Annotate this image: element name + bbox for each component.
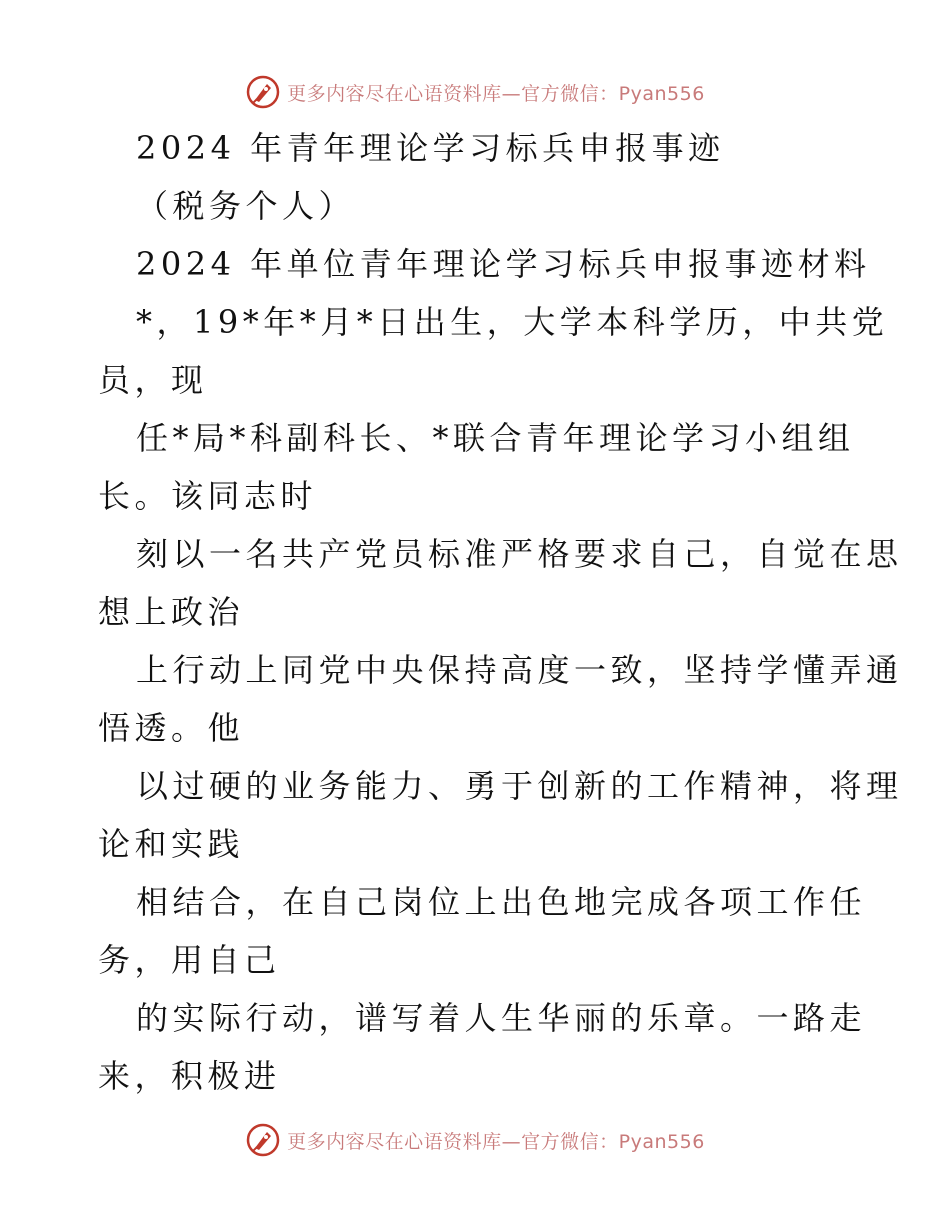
paragraph-line: 的实际行动，谱写着人生华丽的乐章。一路走 xyxy=(136,999,867,1037)
paragraph-line: 相结合，在自己岗位上出色地完成各项工作任 xyxy=(136,883,867,921)
paragraph-line: 悟透。他 xyxy=(98,709,245,747)
paragraph-line: 任*局*科副科长、*联合青年理论学习小组组 xyxy=(136,419,855,457)
pen-nib-logo-icon xyxy=(245,1122,281,1158)
watermark-footer xyxy=(0,1118,950,1162)
paragraph-line: 长。该同志时 xyxy=(98,477,318,515)
watermark-text: 更多内容尽在心语资料库—官方微信：Pyan556 xyxy=(287,1130,705,1153)
watermark-text: 更多内容尽在心语资料库—官方微信：Pyan556 xyxy=(287,82,705,105)
pen-nib-logo-icon xyxy=(245,74,281,110)
document-subtitle: （税务个人） xyxy=(136,187,356,225)
paragraph-line: *，19*年*月*日出生，大学本科学历，中共党 xyxy=(136,303,889,341)
document-title: 2024 年青年理论学习标兵申报事迹 xyxy=(136,129,725,167)
paragraph-line: 来，积极进 xyxy=(98,1057,281,1095)
paragraph-line: 上行动上同党中央保持高度一致，坚持学懂弄通 xyxy=(136,651,903,689)
paragraph-line: 想上政治 xyxy=(98,593,245,631)
watermark-header xyxy=(0,70,950,114)
paragraph-line: 刻以一名共产党员标准严格要求自己，自觉在思 xyxy=(136,535,903,573)
document-heading: 2024 年单位青年理论学习标兵申报事迹材料 xyxy=(136,245,871,283)
paragraph-line: 员，现 xyxy=(98,361,208,399)
paragraph-line: 论和实践 xyxy=(98,825,245,863)
paragraph-line: 以过硬的业务能力、勇于创新的工作精神，将理 xyxy=(136,767,903,805)
paragraph-line: 务，用自己 xyxy=(98,941,281,979)
